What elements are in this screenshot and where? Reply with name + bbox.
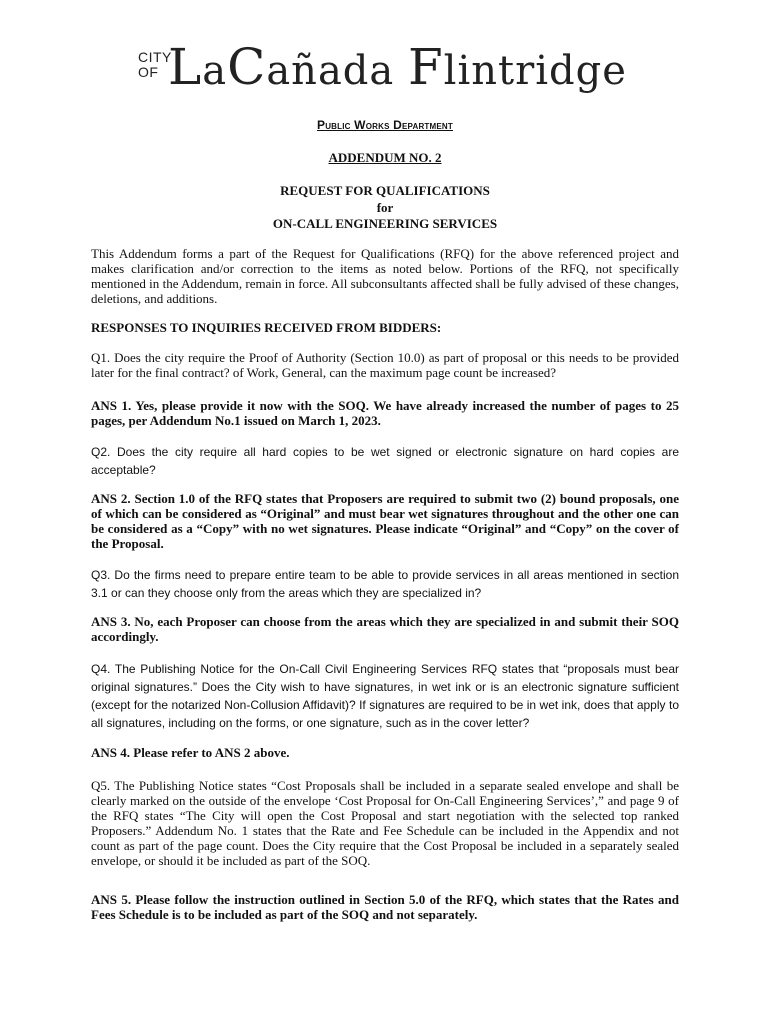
intro-paragraph: This Addendum forms a part of the Request for Qualifications (RFQ) for the above referenced project and makes clarification and/or correction to the items as noted below. Portions of the RFQ, not specifically mentioned in the Addendum, remain in force. All subconsultants affected shall be fully advised of these changes, deletions, and additions.	[91, 246, 679, 306]
question-4: Q4. The Publishing Notice for the On-Call Civil Engineering Services RFQ states that “proposals must bear original signatures.” Does the City wish to have signatures, in wet ink or is an electronic signature sufficient (except for the notarized Non-Collusion Affidavit)? If signatures are required to be in wet ink, does that apply to all signatures, including on the forms, or one signature, such as in the cover letter?	[91, 662, 679, 730]
question-5: Q5. The Publishing Notice states “Cost Proposals shall be included in a separate sealed envelope and shall be clearly marked on the outside of the envelope ‘Cost Proposal for On-Call Engineering Services’,” and page 9 of the RFQ states “The City will open the Cost Proposal and start negotiation with the selected top ranked Proposers.” Addendum No. 1 states that the Rate and Fee Schedule can be included in the Appendix and not count as part of the page count. Does the City require that the Cost Proposal be included in a separately sealed envelope, or should it be included as part of the SOQ.	[91, 778, 679, 868]
logo-city-of: CITY OF	[138, 49, 172, 80]
document-title-line-3: ON-CALL ENGINEERING SERVICES	[272, 216, 498, 231]
answer-2: ANS 2. Section 1.0 of the RFQ states that Proposers are required to submit two (2) bound proposals, one of which can be considered as “Original” and must bear wet signatures throughout and the other one can be considered as a “Copy” with no wet signatures. Please indicate “Original” and “Copy” on the cover of the Proposal.	[91, 491, 679, 551]
document-title-line-1: REQUEST FOR QUALIFICATIONS	[280, 183, 490, 198]
department-heading: Public Works Department	[316, 118, 453, 132]
document-title-line-2: for	[376, 200, 394, 215]
logo-wordmark: LaCañada Flintridge	[168, 38, 627, 96]
question-1: Q1. Does the city require the Proof of Authority (Section 10.0) as part of proposal or this needs to be provided later for the final contract? of Work, General, can the maximum page count be increased?	[91, 350, 679, 380]
answer-1: ANS 1. Yes, please provide it now with the SOQ. We have already increased the number of pages to 25 pages, per Addendum No.1 issued on March 1, 2023.	[91, 398, 679, 428]
city-logo	[138, 38, 627, 98]
addendum-number: ADDENDUM NO. 2	[328, 150, 442, 165]
answer-3: ANS 3. No, each Proposer can choose from the areas which they are specialized in and submit their SOQ accordingly.	[91, 614, 679, 644]
answer-4: ANS 4. Please refer to ANS 2 above.	[91, 745, 290, 760]
question-3: Q3. Do the firms need to prepare entire team to be able to provide services in all areas mentioned in section 3.1 or can they choose only from the areas which they are specialized in?	[91, 568, 679, 600]
question-2: Q2. Does the city require all hard copies to be wet signed or electronic signature on hard copies are acceptable?	[91, 445, 679, 477]
responses-heading: RESPONSES TO INQUIRIES RECEIVED FROM BIDDERS:	[91, 320, 442, 335]
answer-5: ANS 5. Please follow the instruction outlined in Section 5.0 of the RFQ, which states that the Rates and Fees Schedule is to be included as part of the SOQ and not separately.	[91, 892, 679, 922]
